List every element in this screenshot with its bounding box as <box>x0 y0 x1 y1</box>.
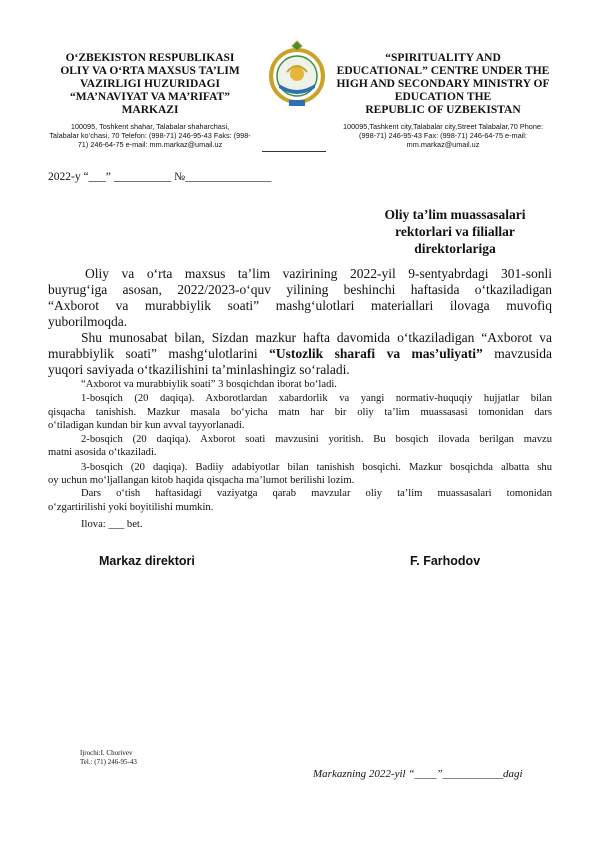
stage-line: 3-bosqich (20 daqiqa). Badiiy adabiyotlar bilan tanishish bosqichi. Mazkur bosqichda albatta shu <box>81 461 552 473</box>
right-title-line: EDUCATION THE <box>394 91 492 103</box>
footer-reference: Markazning 2022-yil “____”___________dagi <box>313 768 523 780</box>
topic-title: “Ustozlik sharafi va mas’uliyati” <box>269 346 483 361</box>
recipient-line: rektorlari va filiallar <box>395 224 515 239</box>
right-title-line: “SPIRITUALITY AND <box>385 52 501 64</box>
header-divider <box>262 151 326 152</box>
left-address-line: Talabalar ko‘chasi, 70 Telefon: (998-71) 246-95-43 Faks: (998- <box>49 131 251 140</box>
paragraph-line: buyrug‘iga asosan, 2022/2023-o‘quv yilining beshinchi haftasida o‘tkaziladigan <box>48 282 552 297</box>
left-organization-title <box>40 52 260 117</box>
paragraph-line: murabbiylik soati” mashg‘ulotlarini “Ustozlik sharafi va mas’uliyati” mavzusida <box>48 346 552 361</box>
recipient-block <box>370 206 540 257</box>
right-address-line: 100095,Tashkent city,Talabalar city,Street Talabalar,70 Phone: <box>343 122 543 131</box>
paragraph-line: “Axborot va murabbiylik soati” mashg‘ulotlari materiallari ilovaga muvofiq <box>48 298 552 313</box>
right-address-line: mm.markaz@umail.uz <box>406 140 480 149</box>
right-title-line: EDUCATIONAL” CENTRE UNDER THE <box>336 65 550 77</box>
emblem-icon <box>265 38 329 110</box>
stage-line: 1-bosqich (20 daqiqa). Axborotlardan xabardorlik va yangi normativ-huquqiy hujjatlar bilan <box>81 393 552 405</box>
signatory-name: F. Farhodov <box>410 554 481 568</box>
left-address-line: 100095, Toshkent shahar, Talabalar shaharchasi, <box>70 122 230 131</box>
stage-line: o‘tiladigan kundan bir kun avval tayyorlanadi. <box>48 419 245 431</box>
executor-line: Ijrochi:I. Chorivev <box>80 749 133 757</box>
recipient-line: direktorlariga <box>414 241 496 256</box>
stages-intro: “Axborot va murabbiylik soati” 3 bosqichdan iborat bo‘ladi. <box>81 379 337 390</box>
reference-line: 2022-y “___” __________ №_______________ <box>48 171 272 183</box>
left-title-line: MARKAZI <box>121 104 179 116</box>
right-address-line: (998-71) 246-95-43 Fax: (998-71) 246-64-75 e-mail: <box>359 131 527 140</box>
recipient-line: Oliy ta’lim muassasalari <box>384 207 526 222</box>
left-address-line: 71) 246-64-75 e-mail: mm.markaz@umail.uz <box>77 140 223 149</box>
left-title-line: “MA’NAVIYAT VA MA’RIFAT” <box>70 91 230 103</box>
attachment-note: Ilova: ___ bet. <box>81 518 143 530</box>
paragraph-1 <box>48 266 552 330</box>
left-address <box>40 122 260 149</box>
left-title-line: VAZIRLIGI HUZURIDAGI <box>79 78 221 90</box>
paragraph-line: yuborilmoqda. <box>48 314 128 329</box>
right-address <box>335 122 551 149</box>
right-title-line: REPUBLIC OF UZBEKISTAN <box>365 104 521 116</box>
left-title-line: OLIY VA O‘RTA MAXSUS TA’LIM <box>60 65 240 77</box>
signatory-position: Markaz direktori <box>99 554 195 568</box>
stages-block <box>48 378 552 531</box>
paragraph-line: Oliy va o‘rta maxsus ta’lim vazirining 2022-yil 9-sentyabrdagi 301-sonli <box>85 266 552 281</box>
stage-line: o‘zgartirilishi yoki boyitilishi mumkin. <box>48 501 214 513</box>
stage-line: oy uchun mo‘ljallangan kitob haqida qisqacha ma’lumot berilishi lozim. <box>48 475 355 487</box>
left-title-line: O‘ZBEKISTON RESPUBLIKASI <box>65 52 235 64</box>
stage-line: Dars o‘tish haftasidagi vaziyatga qarab mavzular oliy ta’lim muassasalari tomonidan <box>81 488 552 500</box>
right-title-line: HIGH AND SECONDARY MINISTRY OF <box>336 78 550 90</box>
paragraph-line: Shu munosabat bilan, Sizdan mazkur hafta davomida o‘tkaziladigan “Axborot va <box>81 330 552 345</box>
executor-info <box>80 749 137 766</box>
state-emblem <box>265 38 329 110</box>
paragraph-2 <box>48 330 552 378</box>
stage-line: qisqacha tanishish. Mazkur masala bo‘yicha matn har bir oliy ta’lim muassasasi tomonidan dars <box>48 406 552 418</box>
right-organization-title <box>332 52 554 117</box>
stage-line: matni asosida o‘tkaziladi. <box>48 447 157 459</box>
executor-line: Tel.: (71) 246-95-43 <box>80 757 137 766</box>
paragraph-line: yuqori saviyada o‘tkazilishini ta’minlashingiz so‘raladi. <box>48 362 350 377</box>
stage-line: 2-bosqich (20 daqiqa). Axborot soati mavzusini yoritish. Bu bosqich ilovada berilgan mavzu <box>81 434 552 446</box>
